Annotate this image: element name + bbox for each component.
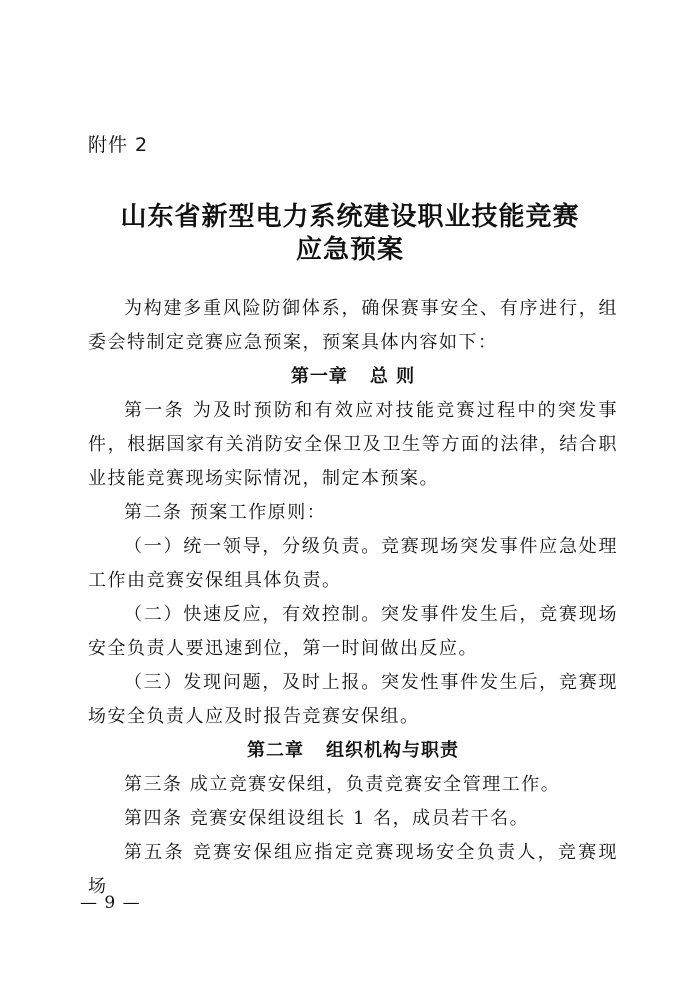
intro-paragraph: 为构建多重风险防御体系，确保赛事安全、有序进行，组委会特制定竞赛应急预案，预案具体内容如下：: [88, 298, 618, 353]
chapter-1-heading: [88, 360, 618, 394]
principle-1: （一）统一领导，分级负责。竞赛现场突发事件应急处理工作由竞赛安保组具体负责。: [88, 536, 618, 591]
document-title-line2: 应急预案: [295, 235, 404, 265]
chapter-1-number: 第一章: [290, 366, 348, 387]
chapter-2-name: 组织机构与职责: [326, 740, 459, 761]
chapter-2-heading: [88, 734, 618, 768]
page-number: — 9 —: [80, 893, 141, 913]
chapter-1-name: 总 则: [369, 366, 416, 387]
principle-3: （三）发现问题，及时上报。突发性事件发生后，竞赛现场安全负责人应及时报告竞赛安保组。: [88, 672, 618, 727]
principle-2: （二）快速反应，有效控制。突发事件发生后，竞赛现场安全负责人要迅速到位，第一时间做出反应。: [88, 604, 618, 659]
chapter-2-number: 第二章: [247, 740, 304, 761]
article-4: 第四条 竞赛安保组设组长 1 名，成员若干名。: [124, 808, 530, 829]
document-title-line1: 山东省新型电力系统建设职业技能竞赛: [120, 202, 580, 232]
article-1: 第一条 为及时预防和有效应对技能竞赛过程中的突发事件，根据国家有关消防安全保卫及卫生等方面的法律，结合职业技能竞赛现场实际情况，制定本预案。: [88, 400, 618, 489]
article-5: 第五条 竞赛安保组应指定竞赛现场安全负责人，竞赛现场: [88, 842, 618, 897]
article-3: 第三条 成立竞赛安保组，负责竞赛安全管理工作。: [124, 774, 561, 795]
article-2: 第二条 预案工作原则：: [124, 502, 327, 523]
attachment-label: 附件 2: [88, 134, 149, 156]
document-body: [88, 292, 618, 904]
